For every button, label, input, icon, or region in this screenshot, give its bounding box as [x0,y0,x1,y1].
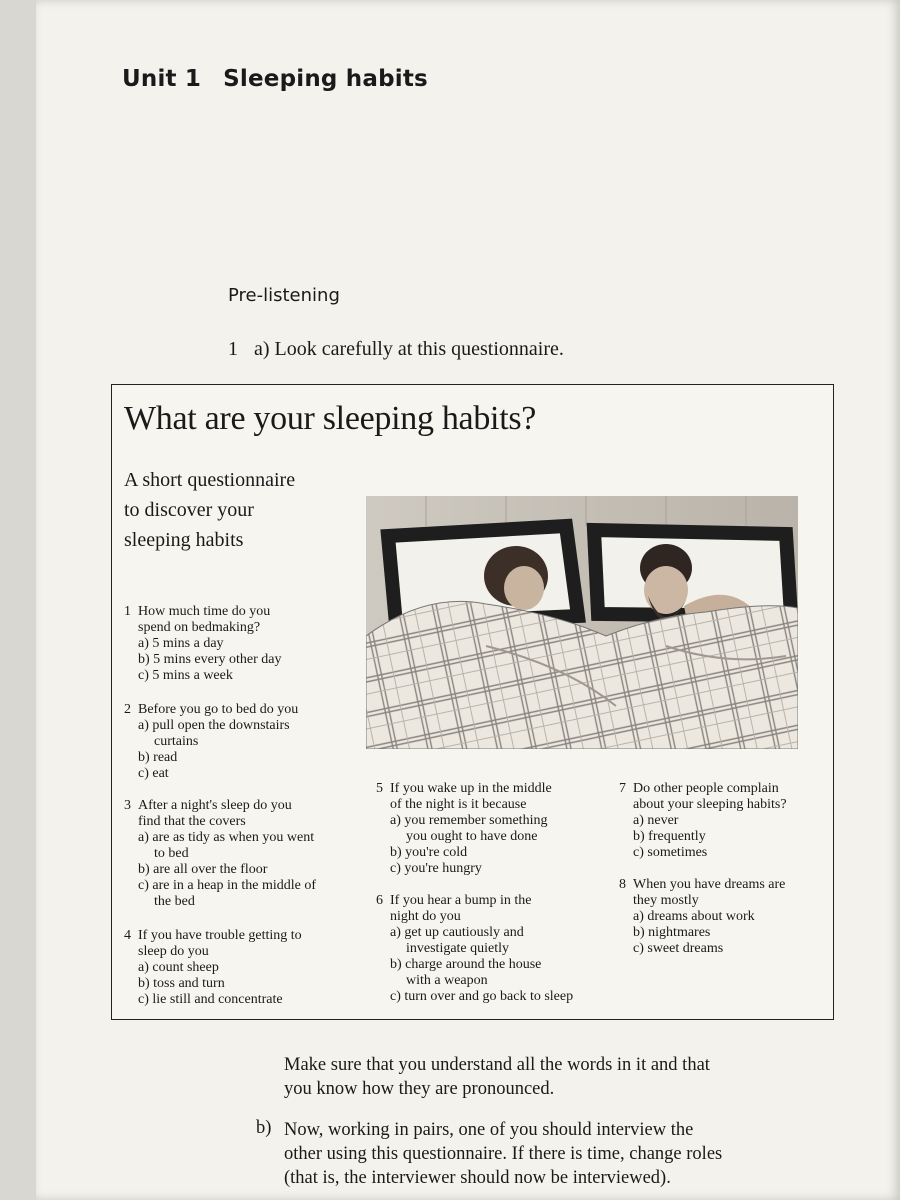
question-text: How much time do you [138,604,271,619]
part-b-label: b) [256,1118,272,1138]
answer-option: b) charge around the house [390,957,542,972]
question-number: 1 [124,604,131,619]
question-text: of the night is it because [390,797,527,812]
answer-option: b) frequently [633,829,706,844]
answer-option: curtains [154,734,199,749]
exercise-number: 1 [228,338,238,360]
question-text: Before you go to bed do you [138,702,299,717]
question-text: If you wake up in the middle [390,781,552,796]
question-number: 7 [619,781,626,796]
answer-option: c) 5 mins a week [138,668,233,683]
question-text: When you have dreams are [633,877,786,892]
answer-option: a) you remember something [390,813,548,828]
question-text: After a night's sleep do you [138,798,292,813]
question-number: 5 [376,781,383,796]
question-text: sleep do you [138,944,209,959]
question-number: 4 [124,928,131,943]
answer-option: b) you're cold [390,845,468,860]
sleeping-couple-photo [366,496,798,749]
answer-option: c) lie still and concentrate [138,992,283,1007]
instruction-paragraph [284,1053,824,1101]
answer-option: a) are as tidy as when you went [138,830,315,845]
question-5 [376,781,552,877]
answer-option: c) you're hungry [390,861,482,876]
answer-option: b) are all over the floor [138,862,268,877]
subtitle-line: to discover your [124,499,254,521]
question-number: 2 [124,702,131,717]
answer-option: the bed [154,894,195,909]
question-text: about your sleeping habits? [633,797,787,812]
answer-option: b) 5 mins every other day [138,652,282,667]
answer-option: a) count sheep [138,960,219,975]
answer-option: to bed [154,846,189,861]
question-text: spend on bedmaking? [138,620,261,635]
answer-option: a) never [633,813,679,828]
subtitle-line: A short questionnaire [124,469,296,491]
question-6 [376,893,573,1005]
answer-option: you ought to have done [406,829,538,844]
question-4 [124,928,302,1008]
question-text: If you have trouble getting to [138,928,302,943]
question-number: 3 [124,798,131,813]
question-1 [124,604,281,684]
answer-option: b) toss and turn [138,976,225,991]
paragraph-line: Make sure that you understand all the words in it and that [284,1055,710,1075]
question-number: 6 [376,893,383,908]
answer-option: investigate quietly [406,941,510,956]
unit-label: Unit 1 [122,66,202,92]
question-text: If you hear a bump in the [390,893,532,908]
answer-option: c) sometimes [633,845,708,860]
paragraph-line: Now, working in pairs, one of you should interview the [284,1120,694,1140]
answer-option: c) sweet dreams [633,941,724,956]
question-text: they mostly [633,893,699,908]
instruction-1a [228,338,564,361]
answer-option: a) dreams about work [633,909,755,924]
unit-title: Sleeping habits [223,66,428,92]
unit-heading [122,66,428,92]
paragraph-line: (that is, the interviewer should now be interviewed). [284,1168,671,1188]
question-text: Do other people complain [633,781,779,796]
question-8 [619,877,785,957]
subtitle-line: sleeping habits [124,529,244,551]
questionnaire-box [111,384,834,1020]
instruction-text: a) Look carefully at this questionnaire. [254,338,564,360]
answer-option: b) read [138,750,178,765]
question-text: find that the covers [138,814,246,829]
answer-option: b) nightmares [633,925,711,940]
answer-option: a) 5 mins a day [138,636,224,651]
answer-option: a) get up cautiously and [390,925,524,940]
answer-option: c) turn over and go back to sleep [390,989,574,1004]
question-3 [124,798,316,910]
questionnaire-title: What are your sleeping habits? [124,400,537,437]
part-b-paragraph [284,1118,824,1190]
question-text: night do you [390,909,461,924]
answer-option: c) eat [138,766,169,781]
paragraph-line: other using this questionnaire. If there is time, change roles [284,1144,723,1164]
paragraph-line: you know how they are pronounced. [284,1079,555,1099]
question-number: 8 [619,877,626,892]
answer-option: c) are in a heap in the middle of [138,878,317,893]
questionnaire-subtitle [124,465,364,555]
question-7 [619,781,787,861]
question-2 [124,702,298,782]
section-heading: Pre-listening [228,285,340,306]
answer-option: a) pull open the downstairs [138,718,290,733]
answer-option: with a weapon [406,973,488,988]
